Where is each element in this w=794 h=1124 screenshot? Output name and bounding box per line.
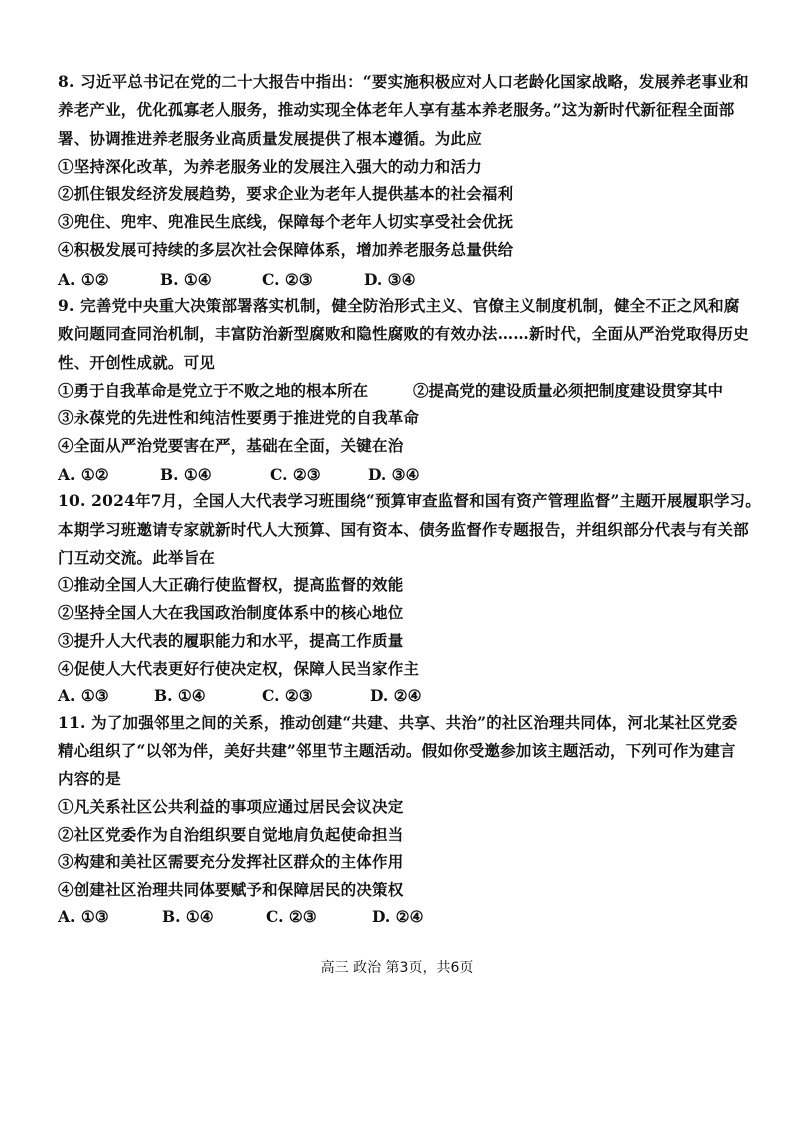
q11-stem-line-3: 内容的是 (58, 769, 121, 788)
q9-item-3: ③永葆党的先进性和纯洁性要勇于推进党的自我革命 (58, 408, 420, 427)
q11-item-1: ①凡关系社区公共利益的事项应通过居民会议决定 (58, 797, 404, 816)
q10-stem-line-1: 10. 2024年7月，全国人大代表学习班围绕“预算审查监督和国有资产管理监督”主题开展履职学习。 (58, 491, 761, 510)
q8-option-b[interactable]: B. ①④ (160, 270, 212, 289)
q9-stem-line-2: 败问题同查同治机制，丰富防治新型腐败和隐性腐败的有效办法……新时代，全面从严治党取得历史 (58, 324, 749, 343)
q10-item-4: ④促使人大代表更好行使决定权，保障人民当家作主 (58, 659, 420, 678)
q9-item-2: ②提高党的建设质量必须把制度建设贯穿其中 (413, 381, 724, 400)
page-footer: 高三 政治 第3页，共6页 (320, 960, 474, 976)
q10-item-1: ①推动全国人大正确行使监督权，提高监督的效能 (58, 575, 404, 594)
q8-option-d[interactable]: D. ③④ (364, 270, 416, 289)
q11-stem-line-1: 11. 为了加强邻里之间的关系，推动创建“共建、共享、共治”的社区治理共同体，河北某社区党委 (58, 713, 738, 732)
q10-item-2: ②坚持全国人大在我国政治制度体系中的核心地位 (58, 603, 404, 622)
q9-stem-line-1: 9. 完善党中央重大决策部署落实机制，健全防治形式主义、官僚主义制度机制，健全不正之风和腐 (58, 296, 740, 315)
q11-stem-line-2: 精心组织了“以邻为伴，美好共建”邻里节主题活动。假如你受邀参加该主题活动，下列可作为建言 (58, 741, 736, 760)
q11-item-2: ②社区党委作为自治组织要自觉地肩负起使命担当 (58, 825, 404, 844)
q10-option-b[interactable]: B. ①④ (154, 686, 206, 705)
q8-item-4: ④积极发展可持续的多层次社会保障体系，增加养老服务总量供给 (58, 240, 514, 259)
q8-stem-line-1: 8. 习近平总书记在党的二十大报告中指出：“要实施积极应对人口老龄化国家战略，发展养老事业和 (58, 72, 749, 91)
q9-stem-line-3: 性、开创性成就。可见 (58, 353, 216, 372)
q10-option-a[interactable]: A. ①③ (58, 686, 109, 705)
q9-option-b[interactable]: B. ①④ (160, 465, 212, 484)
q8-stem-line-2: 养老产业，优化孤寡老人服务，推动实现全体老年人享有基本养老服务。”这为新时代新征程全面部 (58, 100, 735, 119)
q8-stem-line-3: 署、协调推进养老服务业高质量发展提供了根本遵循。为此应 (58, 129, 482, 148)
q11-option-d[interactable]: D. ②④ (372, 907, 424, 926)
q10-item-3: ③提升人大代表的履职能力和水平，提高工作质量 (58, 631, 404, 650)
q8-item-1: ①坚持深化改革，为养老服务业的发展注入强大的动力和活力 (58, 157, 482, 176)
q11-option-b[interactable]: B. ①④ (162, 907, 214, 926)
q11-item-4: ④创建社区治理共同体要赋予和保障居民的决策权 (58, 880, 404, 899)
q8-item-3: ③兜住、兜牢、兜准民生底线，保障每个老年人切实享受社会优抚 (58, 212, 514, 231)
q8-option-c[interactable]: C. ②③ (262, 270, 313, 289)
q10-stem-line-2: 本期学习班邀请专家就新时代人大预算、国有资本、债务监督作专题报告，并组织部分代表与有关部 (58, 520, 749, 539)
q11-option-c[interactable]: C. ②③ (266, 907, 317, 926)
q11-item-3: ③构建和美社区需要充分发挥社区群众的主体作用 (58, 852, 404, 871)
q10-option-c[interactable]: C. ②③ (262, 686, 313, 705)
q9-item-1: ①勇于自我革命是党立于不败之地的根本所在 (58, 381, 369, 400)
q9-option-a[interactable]: A. ①② (58, 465, 109, 484)
q10-option-d[interactable]: D. ②④ (370, 686, 422, 705)
q10-stem-line-3: 门互动交流。此举旨在 (58, 548, 216, 567)
q11-option-a[interactable]: A. ①③ (58, 907, 109, 926)
q8-item-2: ②抓住银发经济发展趋势，要求企业为老年人提供基本的社会福利 (58, 184, 514, 203)
q9-items-row-1 (58, 381, 738, 401)
q9-option-c[interactable]: C. ②③ (270, 465, 321, 484)
q9-option-d[interactable]: D. ③④ (368, 465, 420, 484)
q9-item-4: ④全面从严治党要害在严，基础在全面，关键在治 (58, 436, 404, 455)
q8-option-a[interactable]: A. ①② (58, 270, 109, 289)
